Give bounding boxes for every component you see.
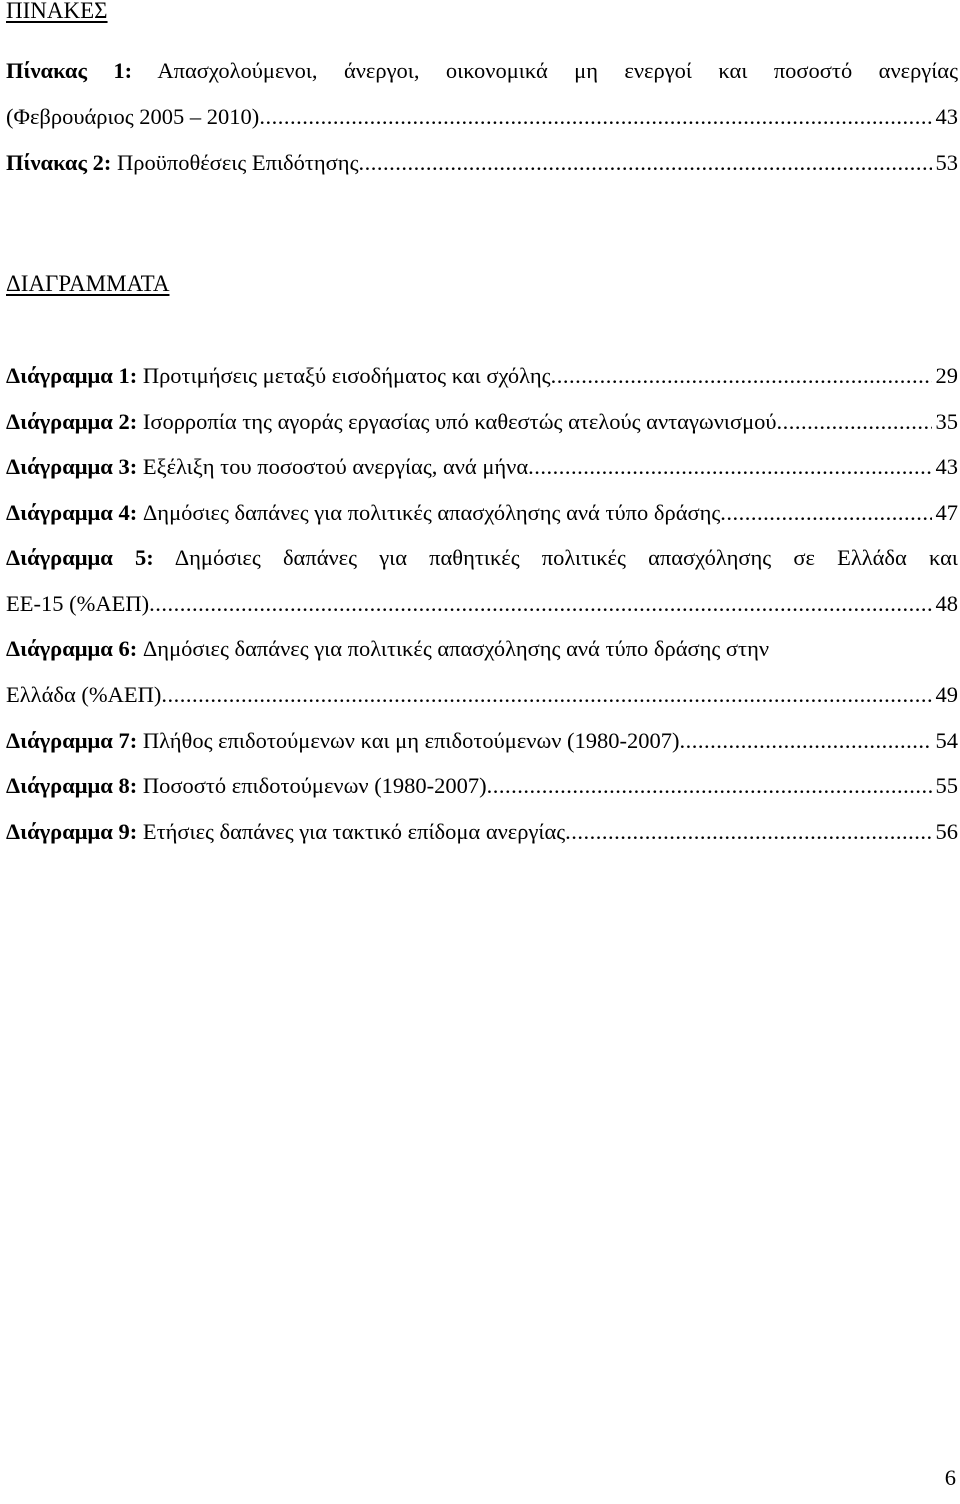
toc-entry-title: Ετήσιες δαπάνες για τακτικό επίδομα ανεργίας <box>142 819 566 844</box>
toc-page-number: 49 <box>935 682 958 707</box>
toc-entry-title-continued: ΕΕ-15 (%ΑΕΠ) <box>6 591 150 616</box>
toc-entry-line <box>6 726 958 772</box>
toc-page-number: 48 <box>935 591 958 616</box>
toc-entry-line <box>6 452 958 498</box>
dot-leader <box>680 726 932 756</box>
toc-page-number: 43 <box>935 104 958 129</box>
toc-entry-title: Πλήθος επιδοτούμενων και μη επιδοτούμενων (1980-2007) <box>142 728 680 753</box>
toc-entry-title: Προϋποθέσεις Επιδότησης <box>116 150 359 175</box>
tables-heading: ΠΙΝΑΚΕΣ <box>6 0 108 23</box>
dot-leader <box>358 148 931 178</box>
page-number: 6 <box>944 1465 956 1490</box>
toc-entry-label: Πίνακας 2: <box>6 150 112 175</box>
dot-leader <box>487 771 932 801</box>
document-page <box>6 0 958 1504</box>
toc-entry-chart-5[interactable] <box>6 543 958 635</box>
toc-entry-chart-7[interactable] <box>6 726 958 772</box>
toc-entry-table-1[interactable] <box>6 56 958 148</box>
toc-entry-label: Διάγραμμα 8: <box>6 773 138 798</box>
toc-entry-chart-8[interactable] <box>6 771 958 817</box>
toc-entry-chart-6[interactable] <box>6 634 958 726</box>
toc-entry-title: Ισορροπία της αγοράς εργασίας υπό καθεστώς ατελούς ανταγωνισμού <box>142 409 777 434</box>
toc-entry-title-continued: (Φεβρουάριος 2005 – 2010) <box>6 104 260 129</box>
toc-page-number: 29 <box>935 363 958 388</box>
toc-entry-first-line <box>6 634 958 680</box>
toc-entry-last-line <box>6 102 958 148</box>
toc-entry-chart-4[interactable] <box>6 498 958 544</box>
toc-entry-label: Διάγραμμα 2: <box>6 409 138 434</box>
toc-entry-title: Δημόσιες δαπάνες για πολιτικές απασχόλησης ανά τύπο δράσης στην <box>142 636 770 661</box>
toc-entry-label: Διάγραμμα 9: <box>6 819 138 844</box>
toc-entry-line <box>6 498 958 544</box>
toc-entry-title-continued: Ελλάδα (%ΑΕΠ) <box>6 682 162 707</box>
charts-heading: ΔΙΑΓΡΑΜΜΑΤΑ <box>6 271 170 296</box>
toc-entry-line <box>6 771 958 817</box>
toc-entry-line <box>6 407 958 453</box>
toc-page-number: 35 <box>935 409 958 434</box>
toc-page-number: 54 <box>935 728 958 753</box>
toc-entry-title: Προτιμήσεις μεταξύ εισοδήματος και σχόλης <box>142 363 551 388</box>
dot-leader <box>565 817 931 847</box>
toc-entry-first-line <box>6 56 958 102</box>
toc-entry-label: Διάγραμμα 6: <box>6 636 138 661</box>
toc-entry-first-line <box>6 543 958 589</box>
toc-entry-title: Δημόσιες δαπάνες για παθητικές πολιτικές απασχόλησης σε Ελλάδα και <box>174 545 958 570</box>
toc-entry-last-line <box>6 680 958 726</box>
toc-entry-title: Δημόσιες δαπάνες για πολιτικές απασχόλησης ανά τύπο δράσης <box>142 500 721 525</box>
toc-entry-table-2[interactable] <box>6 148 958 194</box>
toc-entry-title: Εξέλιξη του ποσοστού ανεργίας, ανά μήνα <box>142 454 529 479</box>
toc-entry-chart-2[interactable] <box>6 407 958 453</box>
toc-page-number: 55 <box>935 773 958 798</box>
toc-entry-label: Διάγραμμα 4: <box>6 500 138 525</box>
toc-entry-last-line <box>6 589 958 635</box>
toc-entry-line <box>6 361 958 407</box>
toc-entry-chart-3[interactable] <box>6 452 958 498</box>
dot-leader <box>720 498 931 528</box>
toc-entry-label: Διάγραμμα 3: <box>6 454 138 479</box>
toc-page-number: 53 <box>935 150 958 175</box>
toc-entry-title: Ποσοστό επιδοτούμενων (1980-2007) <box>142 773 487 798</box>
dot-leader <box>161 680 931 710</box>
dot-leader <box>777 407 932 437</box>
toc-page-number: 43 <box>935 454 958 479</box>
toc-entry-chart-1[interactable] <box>6 361 958 407</box>
toc-entry-line <box>6 148 958 194</box>
toc-page-number: 56 <box>935 819 958 844</box>
dot-leader <box>528 452 931 482</box>
toc-page-number: 47 <box>935 500 958 525</box>
toc-entry-label: Διάγραμμα 5: <box>6 545 154 570</box>
toc-entry-chart-9[interactable] <box>6 817 958 863</box>
toc-entry-label: Διάγραμμα 7: <box>6 728 138 753</box>
toc-entry-title: Απασχολούμενοι, άνεργοι, οικονομικά μη ενεργοί και ποσοστό ανεργίας <box>157 58 958 83</box>
dot-leader <box>259 102 931 132</box>
toc-entry-label: Διάγραμμα 1: <box>6 363 138 388</box>
toc-entry-line <box>6 817 958 863</box>
dot-leader <box>551 361 932 391</box>
toc-entry-label: Πίνακας 1: <box>6 58 133 83</box>
dot-leader <box>149 589 931 619</box>
